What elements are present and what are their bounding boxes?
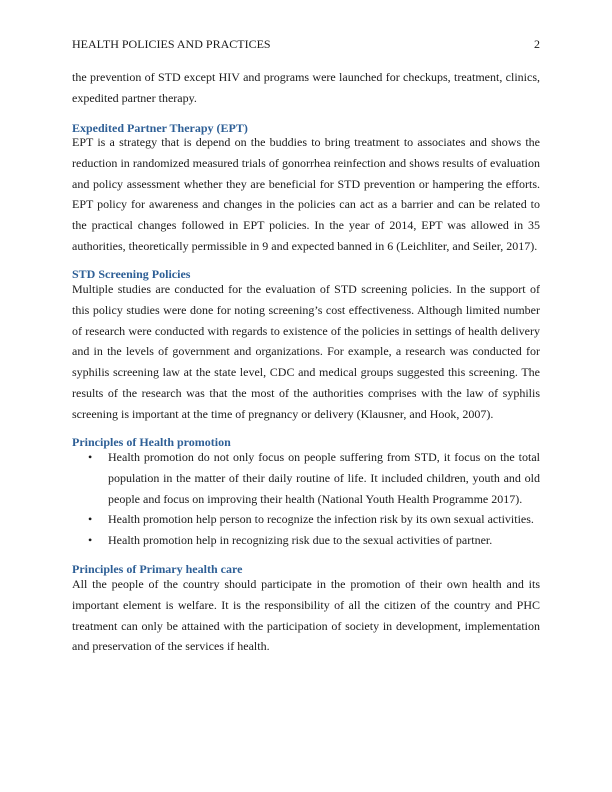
list-item xyxy=(72,447,540,509)
bullet-icon: • xyxy=(88,533,93,548)
list-item-text: Health promotion help in recognizing risk due to the sexual activities of partner. xyxy=(108,533,493,548)
list-item xyxy=(72,509,540,530)
heading-health-promotion: Principles of Health promotion xyxy=(72,435,231,449)
intro-paragraph: the prevention of STD except HIV and programs were launched for checkups, treatment, clinics, expedited partner therapy. xyxy=(72,70,540,105)
paragraph-primary-health-care: All the people of the country should participate in the promotion of their own health and its important element is welfare. It is the responsibility of all the citizen of the country and PHC treatment can only be attained with the participation of society in development, implementation and preservation of the services if health. xyxy=(72,577,540,654)
health-promotion-list xyxy=(72,447,540,551)
paragraph-ept: EPT is a strategy that is depend on the buddies to bring treatment to associates and shows the reduction in randomized measured trials of gonorrhea reinfection and shows results of evaluation and policy assessment whether they are beneficial for STD prevention or hampering the efforts. EPT policy for awareness and changes in the policies can act as a barrier and can be related to the practical changes followed in EPT policies. In the year of 2014, EPT was allowed in 35 authorities, theoretically permissible in 9 and expected banned in 6 (Leichliter, and Seiler, 2017). xyxy=(72,135,540,253)
heading-ept: Expedited Partner Therapy (EPT) xyxy=(72,121,248,135)
paragraph-std-screening: Multiple studies are conducted for the evaluation of STD screening policies. In the support of this policy studies were done for noting screening’s cost effectiveness. Although limited number of research were conducted with regards to existence of the policies in settings of health delivery and in the levels of government and organizations. For example, a research was conducted for syphilis screening law at the state level, CDC and medical groups suggested this screening. The results of the research was that the most of the authorities comprises with the law of syphilis screening is important at the time of pregnancy or delivery (Klausner, and Hook, 2007). xyxy=(72,282,540,421)
list-item xyxy=(72,530,540,551)
list-item-text: Health promotion do not only focus on people suffering from STD, it focus on the total population in the matter of their daily routine of life. It included children, youth and old people and focus on improving their health (National Youth Health Programme 2017). xyxy=(108,450,540,506)
running-header: HEALTH POLICIES AND PRACTICES xyxy=(72,37,271,51)
heading-primary-health-care: Principles of Primary health care xyxy=(72,562,243,576)
bullet-icon: • xyxy=(88,512,93,527)
list-item-text: Health promotion help person to recognize the infection risk by its own sexual activities. xyxy=(108,512,534,527)
page-number: 2 xyxy=(534,37,540,51)
bullet-icon: • xyxy=(88,450,93,464)
heading-std-screening: STD Screening Policies xyxy=(72,267,191,281)
